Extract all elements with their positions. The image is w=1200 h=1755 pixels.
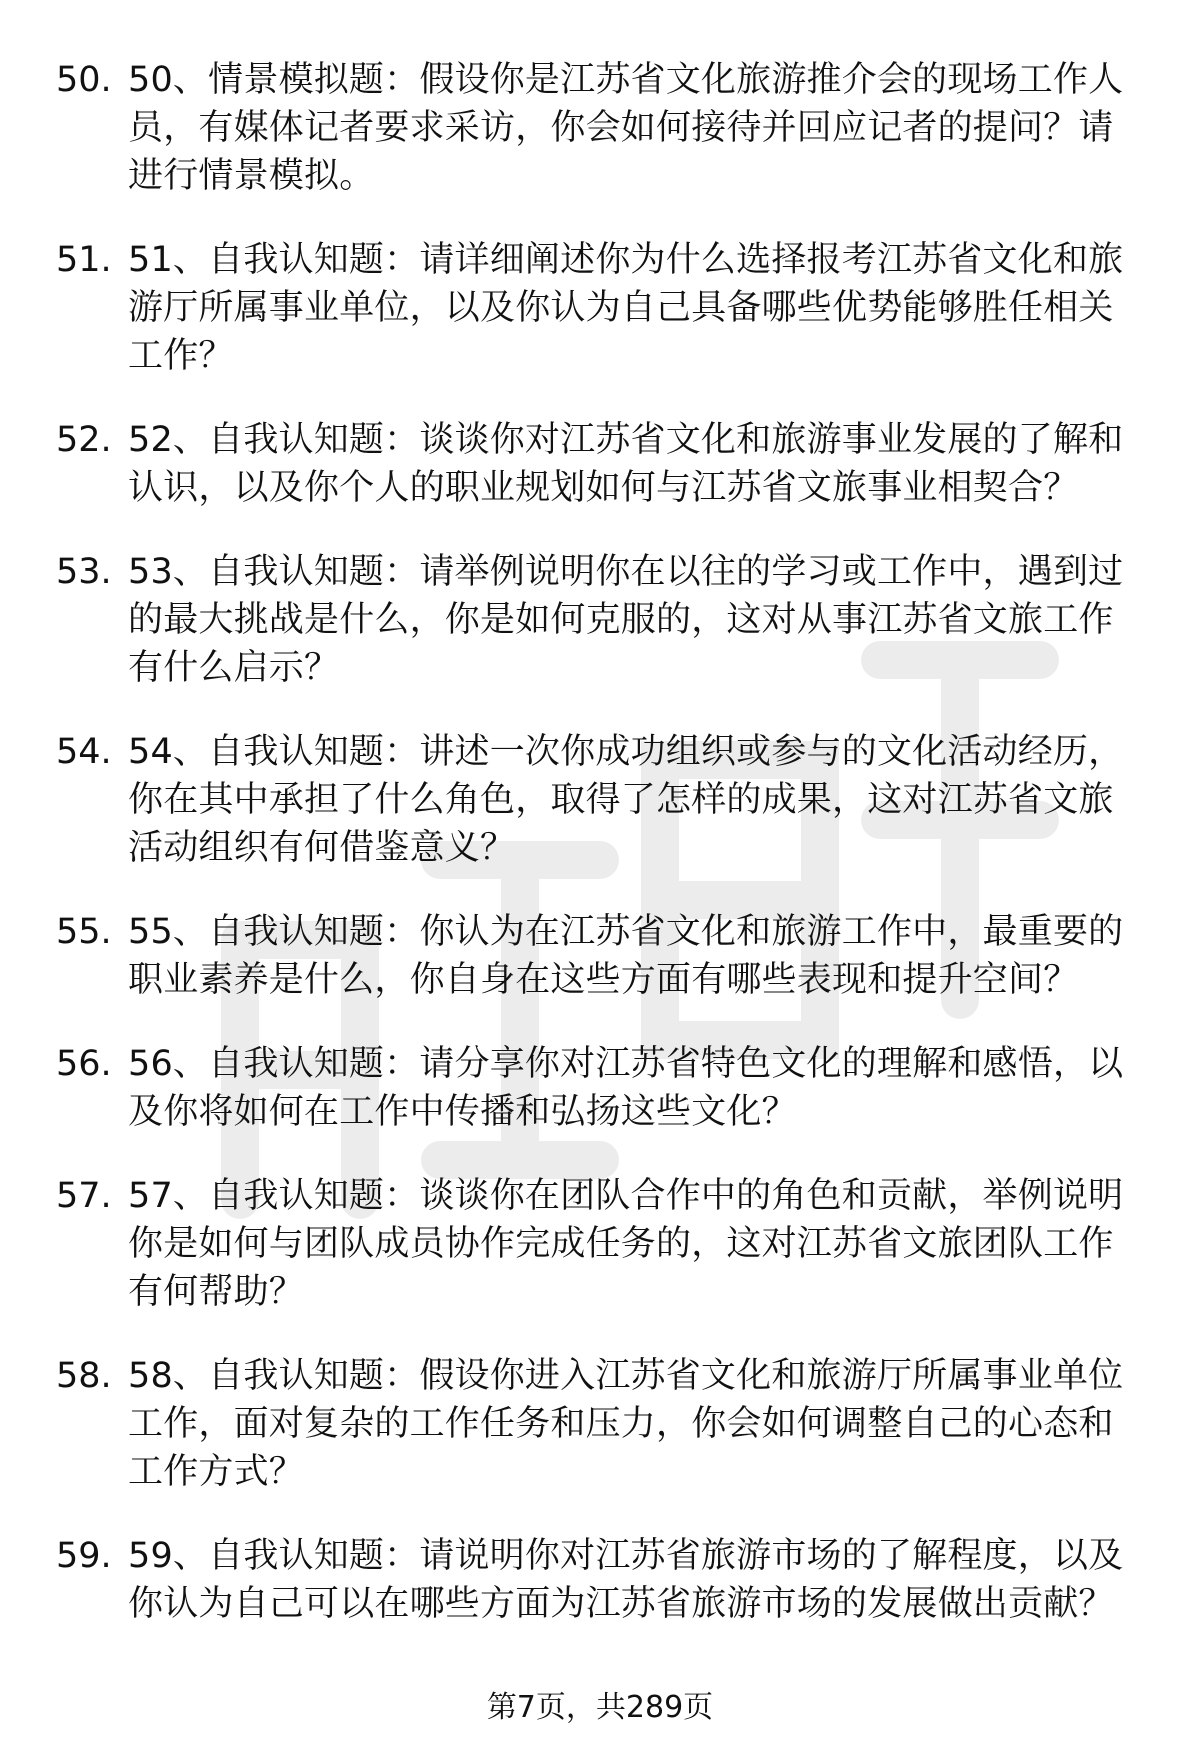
- question-number: 51.: [56, 240, 112, 280]
- question-number: 59.: [56, 1536, 112, 1576]
- list-item: [0, 56, 1200, 200]
- question-text: 59、自我认知题：请说明你对江苏省旅游市场的了解程度，以及你认为自己可以在哪些方面为江苏省旅游市场的发展做出贡献？: [128, 1536, 1124, 1624]
- page-footer: 第7页，共289页: [486, 1690, 714, 1725]
- question-number: 50.: [56, 60, 112, 100]
- list-item: [0, 1172, 1200, 1316]
- question-text: 50、情景模拟题：假设你是江苏省文化旅游推介会的现场工作人员，有媒体记者要求采访，你会如何接待并回应记者的提问？请进行情景模拟。: [128, 60, 1124, 196]
- question-text: 58、自我认知题：假设你进入江苏省文化和旅游厅所属事业单位工作，面对复杂的工作任务和压力，你会如何调整自己的心态和工作方式？: [128, 1356, 1124, 1492]
- question-text: 57、自我认知题：谈谈你在团队合作中的角色和贡献，举例说明你是如何与团队成员协作完成任务的，这对江苏省文旅团队工作有何帮助？: [128, 1176, 1124, 1312]
- list-item: [0, 1352, 1200, 1496]
- question-text: 55、自我认知题：你认为在江苏省文化和旅游工作中，最重要的职业素养是什么，你自身在这些方面有哪些表现和提升空间？: [128, 912, 1124, 1000]
- question-number: 53.: [56, 552, 112, 592]
- question-text: 54、自我认知题：讲述一次你成功组织或参与的文化活动经历，你在其中承担了什么角色，取得了怎样的成果，这对江苏省文旅活动组织有何借鉴意义？: [128, 732, 1124, 868]
- question-number: 57.: [56, 1176, 112, 1216]
- list-item: [0, 236, 1200, 380]
- question-list: [0, 56, 1200, 1664]
- list-item: [0, 548, 1200, 692]
- question-text: 56、自我认知题：请分享你对江苏省特色文化的理解和感悟，以及你将如何在工作中传播和弘扬这些文化？: [128, 1044, 1124, 1132]
- question-number: 56.: [56, 1044, 112, 1084]
- question-number: 58.: [56, 1356, 112, 1396]
- question-number: 54.: [56, 732, 112, 772]
- list-item: [0, 1532, 1200, 1628]
- list-item: [0, 908, 1200, 1004]
- list-item: [0, 728, 1200, 872]
- question-text: 52、自我认知题：谈谈你对江苏省文化和旅游事业发展的了解和认识，以及你个人的职业规划如何与江苏省文旅事业相契合？: [128, 420, 1124, 508]
- question-number: 55.: [56, 912, 112, 952]
- question-text: 51、自我认知题：请详细阐述你为什么选择报考江苏省文化和旅游厅所属事业单位，以及你认为自己具备哪些优势能够胜任相关工作？: [128, 240, 1124, 376]
- question-text: 53、自我认知题：请举例说明你在以往的学习或工作中，遇到过的最大挑战是什么，你是如何克服的，这对从事江苏省文旅工作有什么启示？: [128, 552, 1124, 688]
- list-item: [0, 416, 1200, 512]
- list-item: [0, 1040, 1200, 1136]
- question-number: 52.: [56, 420, 112, 460]
